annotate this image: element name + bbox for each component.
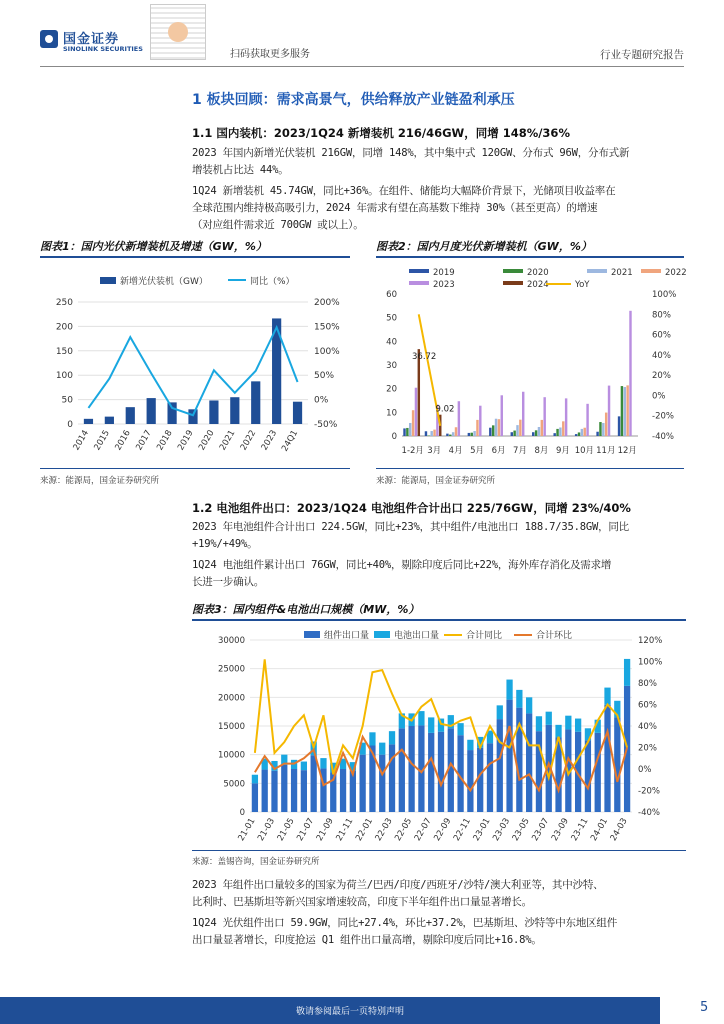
bar-cell — [516, 690, 522, 708]
x-tick-label: 24-01 — [589, 816, 611, 843]
y2-tick-label: -40% — [638, 808, 660, 818]
fig3-rule — [192, 619, 686, 621]
legend-label: 合计环比 — [536, 631, 573, 641]
y-tick-label: 20 — [386, 384, 397, 395]
bar — [599, 422, 601, 436]
legend-swatch — [374, 631, 390, 638]
text-line: 比利时、巴基斯坦等新兴国家增速较高，印度下半年组件出口量显著增长。 — [192, 896, 532, 908]
bar — [511, 432, 513, 436]
y-tick-label: 150 — [55, 346, 73, 357]
y-tick-label: 100 — [55, 371, 73, 382]
bar — [596, 432, 598, 436]
bar-module — [379, 755, 385, 812]
bar — [618, 416, 620, 436]
x-tick-label: 24Q1 — [280, 428, 301, 454]
bar — [553, 433, 555, 436]
bar — [543, 397, 545, 436]
subsection-1-title: 1.1 国内装机：2023/1Q24 新增装机 216/46GW，同增 148%/36% — [192, 126, 570, 140]
bar-cell — [389, 731, 395, 744]
x-tick-label: 21-09 — [314, 816, 336, 843]
y-tick-label: 20000 — [217, 693, 245, 704]
y-tick-label: 0 — [239, 808, 245, 818]
bar — [513, 431, 515, 436]
legend-label: 2023 — [433, 280, 455, 290]
paragraph — [192, 519, 688, 553]
logo-en: SINOLINK SECURITIES — [63, 45, 143, 53]
section-title: 1 板块回顾：需求高景气，供给释放产业链盈利承压 — [192, 92, 515, 108]
bar-cell — [301, 762, 307, 771]
y2-tick-label: 60% — [652, 330, 671, 341]
paragraph — [192, 915, 688, 949]
bar — [559, 427, 561, 436]
bar-module — [438, 732, 444, 812]
bar — [565, 398, 567, 436]
x-tick-label: 11月 — [596, 446, 616, 456]
legend-label: 电池出口量 — [394, 631, 440, 641]
bar — [492, 425, 494, 436]
bar-cell — [457, 723, 463, 735]
bar — [584, 428, 586, 436]
y2-tick-label: 50% — [314, 371, 335, 382]
legend-label: 2024 — [527, 280, 549, 290]
bar-module — [301, 770, 307, 812]
bar — [409, 423, 411, 436]
bar — [626, 385, 628, 436]
bar — [455, 427, 457, 436]
bar — [608, 386, 610, 436]
y2-tick-label: 0% — [652, 391, 666, 402]
x-tick-label: 5月 — [470, 446, 485, 456]
bar — [418, 349, 420, 436]
bar-module — [467, 750, 473, 812]
y-tick-label: 5000 — [223, 779, 245, 790]
y2-tick-label: 200% — [314, 298, 340, 308]
bar-module — [291, 769, 297, 812]
bar — [452, 432, 454, 436]
y2-tick-label: 20% — [638, 743, 657, 754]
x-tick-label: 10月 — [574, 446, 595, 456]
bar-cell — [575, 719, 581, 732]
x-tick-label: 23-03 — [491, 816, 513, 843]
y-tick-label: 60 — [386, 290, 397, 300]
text-line: 2023 年电池组件合计出口 224.5GW，同比+23%，其中组件/电池出口 188.7/35.8GW，同比 — [192, 521, 629, 533]
bar — [147, 398, 156, 424]
bar — [209, 400, 218, 424]
y-tick-label: 0 — [391, 432, 397, 442]
bar-cell — [369, 732, 375, 745]
legend-label: 2021 — [611, 268, 633, 278]
x-tick-label: 2015 — [92, 428, 112, 453]
bar-cell — [555, 725, 561, 738]
subsection-2-title: 1.2 电池组件出口：2023/1Q24 电池组件合计出口 225/76GW，同增 23%/40% — [192, 501, 631, 515]
fig1-rule — [40, 256, 350, 258]
y2-tick-label: 80% — [652, 310, 671, 321]
x-tick-label: 23-09 — [549, 816, 571, 843]
x-tick-label: 23-05 — [510, 816, 532, 843]
fig1-bottom-rule — [40, 468, 350, 469]
bar-module — [271, 771, 277, 812]
bar-module — [526, 713, 532, 812]
bar-cell — [604, 688, 610, 705]
x-tick-label: 2022 — [238, 428, 259, 453]
bar-module — [389, 744, 395, 812]
fig2-chart — [376, 262, 688, 462]
legend-swatch — [409, 281, 429, 285]
page-number: 5 — [700, 1000, 709, 1015]
y2-tick-label: 0% — [638, 765, 652, 775]
qr-code-icon[interactable] — [150, 4, 206, 60]
bar-module — [506, 700, 512, 812]
text-line: 1Q24 光伏组件出口 59.9GW，同比+27.4%，环比+37.2%，巴基斯坦、沙特等中东地区组件 — [192, 917, 618, 929]
fig1-title: 图表1：国内光伏新增装机及增速（GW，%） — [40, 240, 267, 253]
bar — [446, 434, 448, 436]
bar — [586, 404, 588, 436]
bar — [538, 427, 540, 436]
x-tick-label: 8月 — [534, 446, 549, 456]
bar — [629, 311, 631, 436]
bar — [602, 423, 604, 436]
bar — [449, 435, 451, 436]
text-line: 2023 年组件出口量较多的国家为荷兰/巴西/印度/西班牙/沙特/澳大利亚等，其中沙特、 — [192, 879, 604, 891]
x-tick-label: 23-07 — [530, 816, 552, 843]
bar — [433, 430, 435, 436]
bar — [293, 402, 302, 424]
legend-swatch-installs — [100, 277, 116, 284]
y-tick-label: 30000 — [217, 636, 245, 646]
fig2-title: 图表2：国内月度光伏新增装机（GW，%） — [376, 240, 592, 253]
x-tick-label: 2017 — [134, 428, 154, 453]
y2-tick-label: 120% — [638, 636, 663, 646]
y2-tick-label: 60% — [638, 700, 657, 711]
text-line: 出口量显著增长，印度抢运 Q1 组件出口量高增，剔除印度后同比+16.8%。 — [192, 934, 542, 946]
x-tick-label: 3月 — [427, 446, 442, 456]
bar — [522, 392, 524, 436]
bar-cell — [565, 716, 571, 730]
bar-module — [536, 731, 542, 812]
bar — [458, 401, 460, 436]
legend-label: 合计同比 — [466, 631, 503, 641]
fig1-chart — [40, 262, 352, 462]
x-tick-label: 2014 — [71, 428, 92, 453]
bar-cell — [506, 680, 512, 700]
bar-cell — [467, 740, 473, 750]
header-divider — [40, 66, 684, 67]
y2-tick-label: 80% — [638, 679, 657, 689]
text-line: 1Q24 新增装机 45.74GW，同比+36%。在组件、储能均大幅降价背景下，光储项目收益率在 — [192, 185, 616, 197]
bar-cell — [536, 716, 542, 731]
bar-cell — [546, 712, 552, 725]
legend-label: 2019 — [433, 268, 455, 278]
data-label: 36.72 — [412, 352, 437, 363]
bar-module — [428, 733, 434, 812]
bar — [624, 387, 626, 436]
y2-tick-label: 150% — [314, 322, 340, 333]
x-tick-label: 6月 — [491, 446, 506, 456]
y-tick-label: 50 — [386, 313, 397, 324]
legend-swatch — [587, 269, 607, 273]
data-label: 9.02 — [435, 404, 455, 415]
yoy-line — [88, 327, 297, 415]
fig2-rule — [376, 256, 684, 258]
y2-tick-label: -20% — [652, 411, 674, 422]
x-tick-label: 22-03 — [373, 816, 395, 843]
bar-cell — [428, 717, 434, 732]
bar-cell — [320, 758, 326, 768]
text-line: 长进一步确认。 — [192, 576, 265, 588]
bar — [251, 381, 260, 424]
legend-label: 2022 — [665, 268, 687, 278]
x-tick-label: 1-2月 — [401, 446, 424, 456]
y2-tick-label: 40% — [638, 722, 657, 732]
y-tick-label: 50 — [61, 395, 73, 406]
legend-label: YoY — [575, 280, 590, 290]
bar — [188, 409, 197, 424]
y2-tick-label: 20% — [652, 371, 671, 382]
paragraph — [192, 877, 688, 911]
x-tick-label: 23-11 — [569, 816, 591, 843]
bar — [425, 431, 427, 436]
legend-swatch — [641, 269, 661, 273]
bar — [605, 413, 607, 436]
x-tick-label: 12月 — [617, 446, 637, 456]
y2-tick-label: 0% — [314, 395, 329, 406]
bar-cell — [252, 775, 258, 784]
paragraph — [192, 557, 688, 591]
bar-cell — [526, 697, 532, 713]
bar-module — [262, 770, 268, 812]
bar-cell — [379, 743, 385, 755]
legend-label: 同比（%） — [250, 277, 295, 287]
bar-cell — [418, 711, 424, 725]
bar — [575, 434, 577, 436]
bar-module — [595, 733, 601, 812]
bar — [471, 433, 473, 436]
report-type: 行业专题研究报告 — [600, 49, 684, 61]
fig3-source: 来源：盖锡咨询，国金证券研究所 — [192, 857, 320, 867]
bar — [562, 421, 564, 436]
y-tick-label: 40 — [386, 337, 397, 348]
x-tick-label: 24-03 — [608, 816, 630, 843]
bar-cell — [497, 705, 503, 719]
bar — [105, 417, 114, 424]
y-tick-label: 25000 — [217, 664, 245, 675]
bar — [412, 410, 414, 436]
x-tick-label: 2018 — [155, 428, 175, 453]
fig2-bottom-rule — [376, 468, 684, 469]
x-tick-label: 22-11 — [451, 816, 473, 843]
paragraph — [192, 183, 688, 234]
bar — [621, 386, 623, 436]
bar-module — [487, 743, 493, 812]
bar — [406, 428, 408, 436]
x-tick-label: 2019 — [176, 428, 196, 453]
y-tick-label: 250 — [55, 298, 73, 308]
footer-disclaimer[interactable]: 敬请参阅最后一页特别声明 — [295, 1007, 404, 1017]
legend-label: 2020 — [527, 268, 549, 278]
bar — [167, 402, 176, 424]
text-line: +19%/+49%。 — [192, 538, 258, 550]
x-tick-label: 9月 — [555, 446, 570, 456]
paragraph — [192, 145, 688, 179]
bar — [495, 419, 497, 436]
x-tick-label: 22-09 — [432, 816, 454, 843]
x-tick-label: 21-11 — [334, 816, 356, 843]
legend-swatch — [503, 269, 523, 273]
bar — [473, 431, 475, 436]
y2-tick-label: 100% — [652, 290, 677, 300]
x-tick-label: 21-03 — [256, 816, 278, 843]
bar — [532, 432, 534, 436]
x-tick-label: 22-07 — [412, 816, 434, 843]
x-tick-label: 22-05 — [393, 816, 415, 843]
fig3-bottom-rule — [192, 850, 686, 851]
x-tick-label: 21-01 — [236, 816, 258, 843]
x-tick-label: 2021 — [217, 428, 238, 453]
y2-tick-label: 100% — [638, 657, 663, 668]
y-tick-label: 0 — [67, 420, 73, 430]
fig3-chart — [192, 624, 688, 848]
fig3-title: 图表3：国内组件&电池出口规模（MW，%） — [192, 603, 420, 616]
y-tick-label: 30 — [386, 361, 397, 371]
bar-module — [252, 783, 258, 812]
bar — [84, 419, 93, 424]
bar-module — [360, 755, 366, 812]
y-tick-label: 15000 — [217, 722, 245, 732]
page-header — [0, 0, 724, 64]
bar-module — [399, 728, 405, 812]
text-line: 增装机占比达 44%。 — [192, 164, 289, 176]
bar-module — [497, 719, 503, 812]
bar — [556, 429, 558, 436]
y-tick-label: 10000 — [217, 750, 245, 761]
x-tick-label: 4月 — [448, 446, 463, 456]
bar — [489, 428, 491, 436]
text-line: 1Q24 电池组件累计出口 76GW，同比+40%，剔除印度后同比+22%，海外库存消化及需求增 — [192, 559, 612, 571]
legend-swatch — [304, 631, 320, 638]
bar — [501, 395, 503, 436]
y-tick-label: 200 — [55, 322, 73, 333]
bar — [403, 428, 405, 436]
y-tick-label: 10 — [386, 408, 397, 419]
text-line: 全球范围内维持极高吸引力，2024 年需求有望在高基数下维持 30%（甚至更高）的增速 — [192, 202, 598, 214]
x-tick-label: 2020 — [197, 428, 217, 453]
bar — [230, 397, 239, 424]
legend-label: 新增光伏装机（GW） — [120, 277, 208, 287]
legend-swatch — [409, 269, 429, 273]
bar — [468, 433, 470, 436]
sinolink-logo-icon — [40, 30, 58, 48]
bar-module — [311, 755, 317, 812]
text-line: 2023 年国内新增光伏装机 216GW，同增 148%，其中集中式 120GW、分布式 96W，分布式新 — [192, 147, 630, 159]
bar — [535, 430, 537, 436]
y2-tick-label: -20% — [638, 786, 660, 797]
bar — [430, 431, 432, 436]
logo-cn: 国金证券 — [63, 32, 120, 47]
x-tick-label: 23-01 — [471, 816, 493, 843]
bar-module — [408, 726, 414, 812]
legend-label: 组件出口量 — [324, 631, 370, 641]
legend-swatch — [503, 281, 523, 285]
x-tick-label: 2023 — [259, 428, 280, 453]
bar — [479, 406, 481, 436]
bar — [476, 420, 478, 436]
bar-module — [281, 765, 287, 812]
x-tick-label: 2016 — [113, 428, 133, 453]
text-line: （对应组件需求近 700GW 或以上）。 — [192, 219, 364, 231]
bar — [516, 425, 518, 436]
bar-module — [604, 705, 610, 812]
x-tick-label: 21-05 — [275, 816, 297, 843]
bar — [415, 388, 417, 436]
bar-module — [614, 717, 620, 812]
scan-text: 扫码获取更多服务 — [230, 49, 310, 60]
bar — [578, 432, 580, 436]
y2-tick-label: -40% — [652, 432, 674, 442]
bar-module — [350, 771, 356, 812]
bar — [126, 407, 135, 424]
y2-tick-label: 40% — [652, 350, 671, 361]
bar — [581, 429, 583, 436]
x-tick-label: 22-01 — [354, 816, 376, 843]
fig1-source: 来源：能源局，国金证券研究所 — [40, 476, 160, 486]
bar — [541, 420, 543, 436]
bar — [519, 420, 521, 436]
bar — [498, 419, 500, 436]
bar-cell — [624, 659, 630, 686]
bar-module — [340, 769, 346, 812]
bar-module — [585, 740, 591, 812]
y2-tick-label: -50% — [314, 420, 338, 430]
fig2-source: 来源：能源局，国金证券研究所 — [376, 476, 496, 486]
y2-tick-label: 100% — [314, 346, 340, 357]
x-tick-label: 21-07 — [295, 816, 317, 843]
x-tick-label: 7月 — [513, 446, 527, 456]
